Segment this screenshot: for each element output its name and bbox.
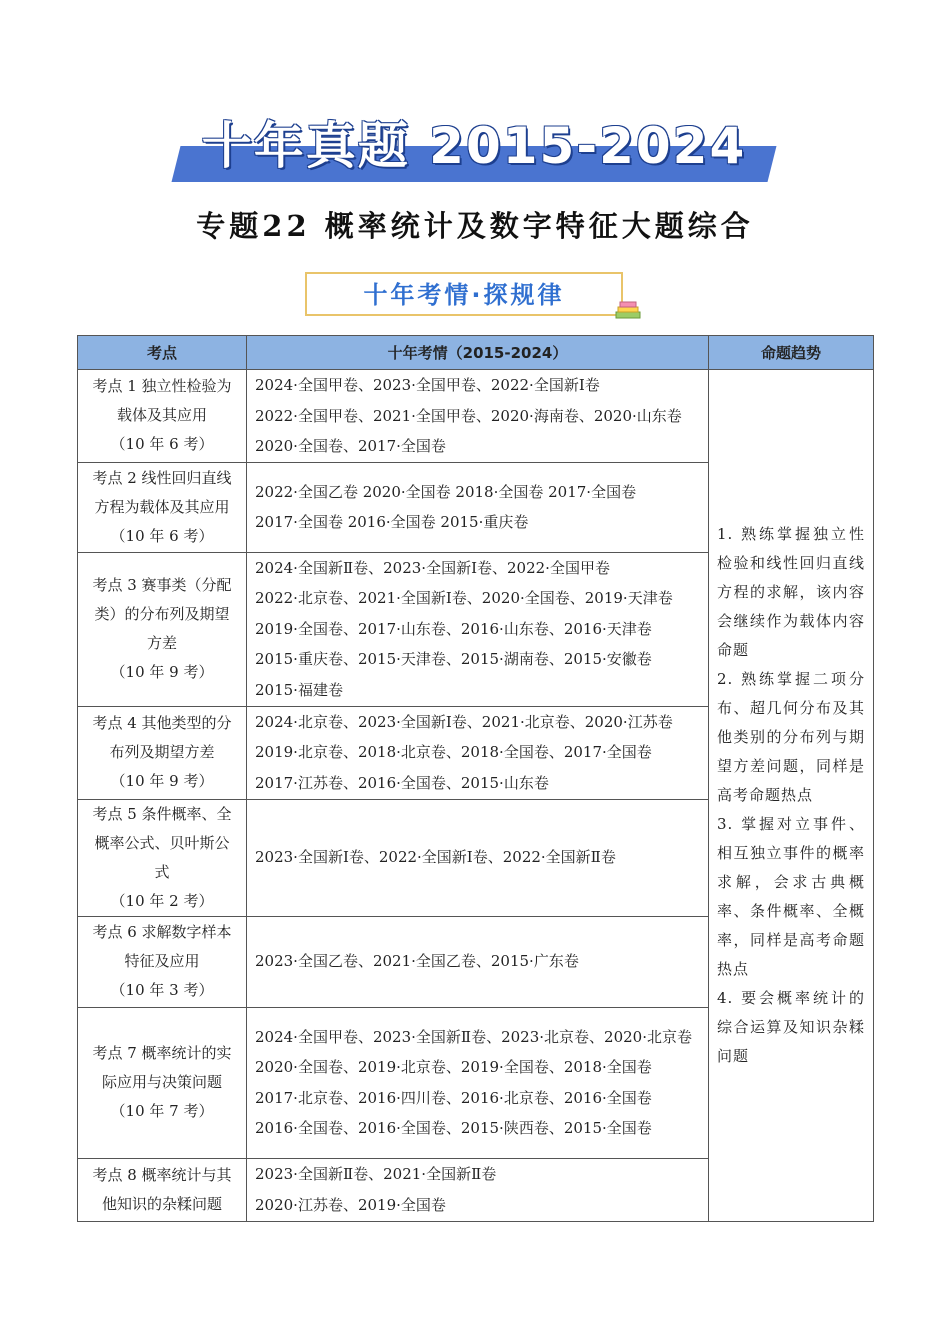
point-line: （10 年 7 考） [110, 1102, 214, 1120]
exam-line: 2019·北京卷、2018·北京卷、2018·全国卷、2017·全国卷 [255, 743, 652, 762]
point-line: 考点 1 独立性检验为 [92, 377, 232, 396]
exam-line: 2017·江苏卷、2016·全国卷、2015·山东卷 [255, 773, 549, 792]
subtitle-box [305, 272, 623, 316]
point-line: 考点 5 条件概率、全 [92, 804, 232, 823]
point-line: 考点 4 其他类型的分 [92, 714, 232, 732]
exam-line: 2023·全国乙卷、2021·全国乙卷、2015·广东卷 [255, 952, 579, 971]
table-row [78, 370, 874, 463]
exam-line: 2024·全国新Ⅱ卷、2023·全国新Ⅰ卷、2022·全国甲卷 [255, 558, 610, 577]
point-line: 考点 3 赛事类（分配 [92, 576, 232, 594]
subtitle: 十年考情·探规律 [363, 281, 565, 309]
exam-line: 2016·全国卷、2016·全国卷、2015·陕西卷、2015·全国卷 [255, 1119, 652, 1137]
header-point: 考点 [78, 336, 247, 370]
exam-line: 2017·全国卷 2016·全国卷 2015·重庆卷 [255, 513, 529, 531]
point-line: （10 年 6 考） [110, 435, 214, 454]
point-cell [78, 916, 247, 1007]
point-line: 考点 8 概率统计与其 [92, 1165, 232, 1184]
exams-cell [247, 462, 709, 552]
point-line: 布列及期望方差 [109, 743, 215, 761]
point-cell [78, 552, 247, 706]
point-line: 载体及其应用 [116, 406, 207, 425]
point-line: 考点 2 线性回归直线 [92, 468, 232, 487]
point-line: 式 [154, 862, 170, 881]
point-line: （10 年 6 考） [110, 526, 214, 545]
exam-line: 2024·北京卷、2023·全国新Ⅰ卷、2021·北京卷、2020·江苏卷 [255, 712, 673, 731]
point-line: 他知识的杂糅问题 [101, 1194, 222, 1213]
point-cell [78, 706, 247, 799]
trend-item: 2. 熟练掌握二项分布、超几何分布及其他类别的分布列与期望方差问题，同样是高考命题热点 [717, 669, 865, 804]
point-line: （10 年 9 考） [110, 772, 214, 790]
trend-item: 4. 要会概率统计的综合运算及知识杂糅问题 [717, 988, 865, 1065]
topic-title: 专题22 概率统计及数字特征大题综合 [196, 209, 754, 243]
exams-cell [247, 706, 709, 799]
exam-line: 2020·全国卷、2017·全国卷 [255, 437, 446, 455]
point-cell [78, 370, 247, 463]
exam-line: 2015·福建卷 [255, 680, 343, 699]
trend-item: 1. 熟练掌握独立性检验和线性回归直线方程的求解，该内容会继续作为载体内容命题 [717, 524, 865, 659]
trend-cell [709, 370, 874, 1222]
point-line: 考点 7 概率统计的实 [92, 1044, 232, 1062]
point-line: （10 年 9 考） [110, 663, 214, 681]
point-line: 方差 [146, 634, 177, 652]
point-cell [78, 799, 247, 916]
exam-line: 2022·北京卷、2021·全国新Ⅰ卷、2020·全国卷、2019·天津卷 [255, 589, 673, 608]
exam-line: 2017·北京卷、2016·四川卷、2016·北京卷、2016·全国卷 [255, 1088, 652, 1107]
exam-line: 2022·全国甲卷、2021·全国甲卷、2020·海南卷、2020·山东卷 [255, 406, 682, 425]
point-line: 考点 6 求解数字样本 [92, 923, 232, 941]
exam-line: 2015·重庆卷、2015·天津卷、2015·湖南卷、2015·安徽卷 [255, 650, 652, 669]
exam-line: 2020·江苏卷、2019·全国卷 [255, 1195, 446, 1214]
exams-cell [247, 370, 709, 463]
exam-line: 2022·全国乙卷 2020·全国卷 2018·全国卷 2017·全国卷 [255, 482, 637, 501]
point-line: 方程为载体及其应用 [94, 497, 230, 516]
trend-item: 3. 掌握对立事件、相互独立事件的概率求解，会求古典概率、条件概率、全概率，同样是高考命题热点 [717, 814, 865, 978]
exam-line: 2024·全国甲卷、2023·全国新Ⅱ卷、2023·北京卷、2020·北京卷 [255, 1027, 692, 1046]
point-line: 际应用与决策问题 [101, 1073, 222, 1091]
exams-cell [247, 799, 709, 916]
point-line: （10 年 3 考） [110, 981, 214, 999]
header-trend: 命题趋势 [709, 336, 874, 370]
exam-line: 2019·全国卷、2017·山东卷、2016·山东卷、2016·天津卷 [255, 619, 652, 638]
books-icon [614, 298, 642, 320]
point-line: 类）的分布列及期望 [94, 605, 230, 623]
table-header-row [78, 336, 874, 370]
exam-line: 2023·全国新Ⅱ卷、2021·全国新Ⅱ卷 [255, 1165, 497, 1183]
point-cell [78, 1158, 247, 1221]
header-exams: 十年考情（2015-2024） [247, 336, 709, 370]
point-cell [78, 1007, 247, 1158]
point-line: 概率公式、贝叶斯公 [94, 833, 230, 852]
point-line: （10 年 2 考） [110, 891, 214, 910]
banner-title: 十年真题 2015-2024 [201, 117, 747, 175]
exam-line: 2023·全国新Ⅰ卷、2022·全国新Ⅰ卷、2022·全国新Ⅱ卷 [255, 848, 616, 867]
exam-line: 2024·全国甲卷、2023·全国甲卷、2022·全国新Ⅰ卷 [255, 376, 600, 394]
point-line: 特征及应用 [124, 952, 200, 970]
exams-cell [247, 1158, 709, 1221]
exams-cell [247, 1007, 709, 1158]
point-cell [78, 462, 247, 552]
exams-cell [247, 552, 709, 706]
exams-cell [247, 916, 709, 1007]
title-banner [176, 118, 772, 184]
exam-analysis-table [77, 335, 874, 1222]
exam-line: 2020·全国卷、2019·北京卷、2019·全国卷、2018·全国卷 [255, 1058, 652, 1076]
